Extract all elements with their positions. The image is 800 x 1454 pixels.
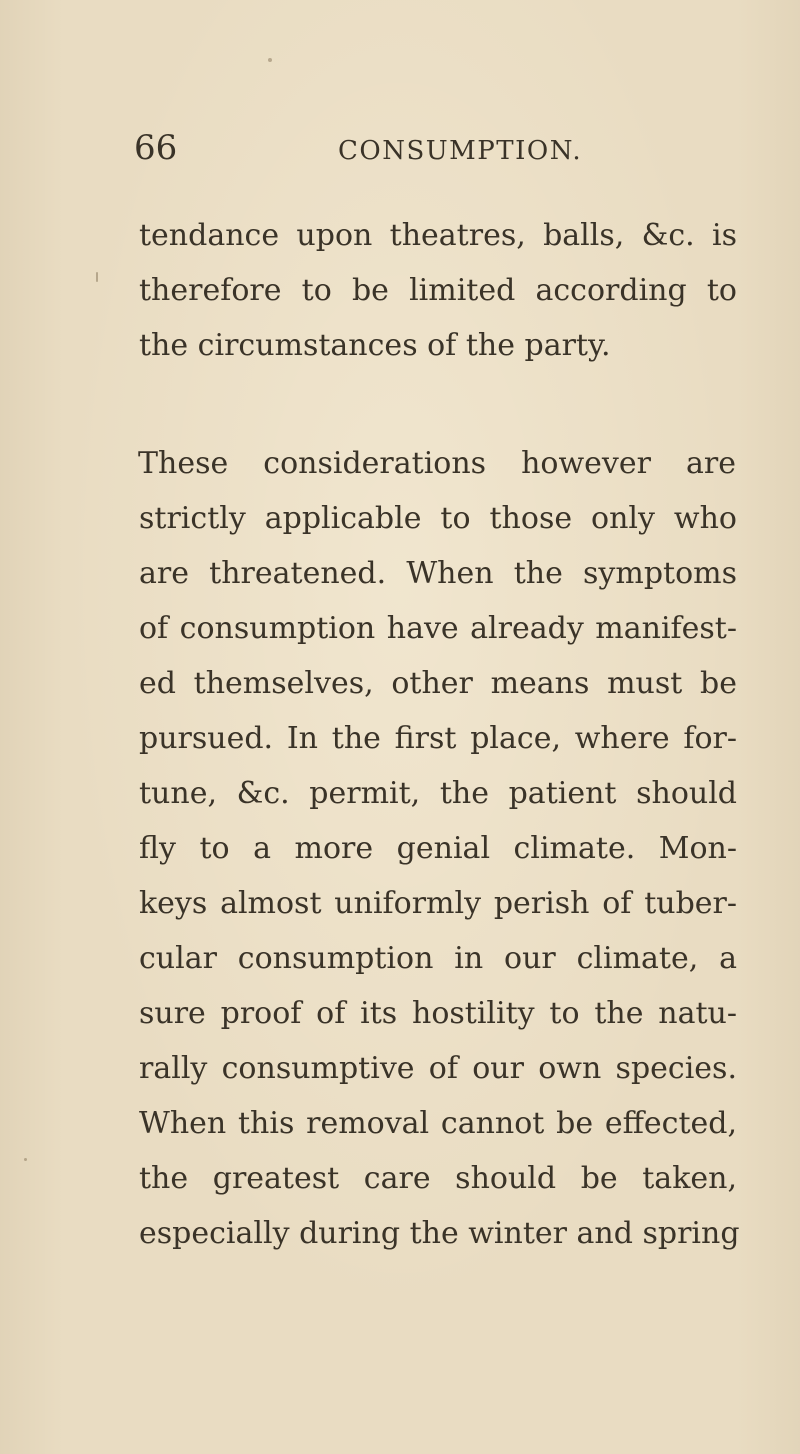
text-line: tune, &c. permit, the patient should [139,776,737,811]
text-line: especially during the winter and spring [139,1216,740,1251]
text-line: keys almost uniformly perish of tuber- [139,886,737,921]
text-line: pursued. In the first place, where for- [139,721,737,756]
text-line: When this removal cannot be effected, [139,1106,737,1141]
text-line: therefore to be limited according to [139,273,737,308]
paper-speck [96,272,98,282]
text-line: tendance upon theatres, balls, &c. is [139,218,737,253]
paper-speck [24,1158,27,1161]
text-line: cular consumption in our climate, a [139,941,737,976]
text-line: strictly applicable to those only who [139,501,737,536]
page-number: 66 [134,128,178,168]
text-line: ed themselves, other means must be [139,666,737,701]
text-line: fly to a more genial climate. Mon- [139,831,737,866]
text-line: of consumption have already manifest- [139,611,737,646]
text-line: sure proof of its hostility to the natu- [139,996,737,1031]
page-header [134,128,734,178]
text-line: the circumstances of the party. [139,328,611,363]
text-line: the greatest care should be taken, [139,1161,737,1196]
text-line: rally consumptive of our own species. [139,1051,737,1086]
paragraph-first-line [138,434,736,494]
text-line: are threatened. When the symptoms [139,556,737,591]
text-line: These considerations however are [138,446,736,481]
paper-speck [268,58,272,62]
running-title: CONSUMPTION. [338,136,583,166]
